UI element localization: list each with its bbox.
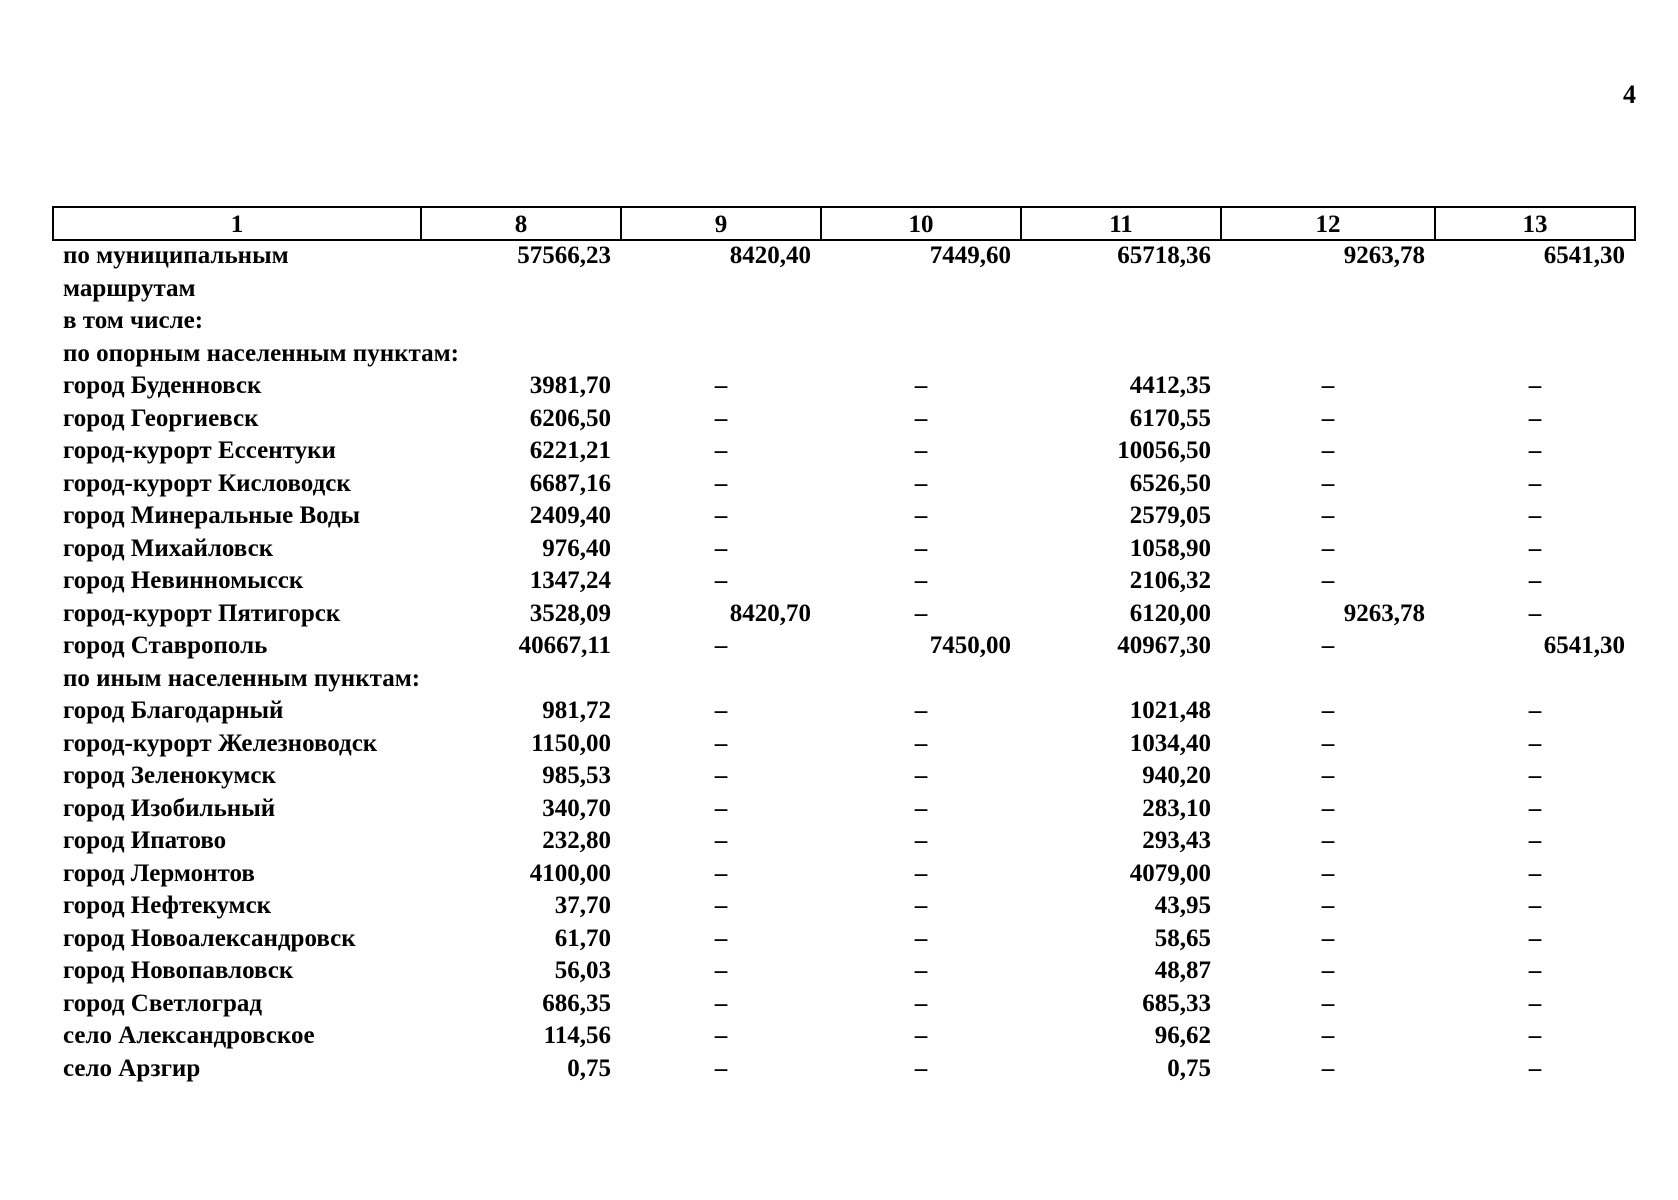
cell-col-13: [1435, 664, 1635, 697]
table-row: [53, 534, 1635, 567]
column-header-10: 10: [821, 207, 1021, 240]
table-row: [53, 566, 1635, 599]
cell-col-10: [821, 664, 1021, 697]
cell-col-10: –: [914, 534, 928, 562]
cell-col-10: [821, 306, 1021, 339]
cell-col-11: 96,62: [1154, 1022, 1211, 1049]
cell-col-11: [1021, 339, 1221, 372]
table-row: [53, 696, 1635, 729]
cell-col-8: 686,35: [542, 989, 611, 1017]
row-label: город Новоалександровск: [63, 924, 356, 952]
row-label: город-курорт Кисловодск: [63, 469, 351, 497]
row-label: город Новопавловск: [63, 957, 294, 984]
cell-col-9: –: [714, 892, 728, 919]
cell-col-10: –: [914, 502, 928, 529]
cell-col-8: 340,70: [542, 794, 611, 822]
cell-col-8: 1150,00: [531, 729, 611, 757]
cell-col-13: –: [1528, 729, 1542, 757]
cell-col-13: [1435, 339, 1635, 372]
cell-col-12: –: [1321, 534, 1335, 562]
cell-col-8: 6687,16: [529, 469, 611, 497]
cell-col-11: 6170,55: [1129, 404, 1211, 432]
cell-col-11: 6526,50: [1129, 469, 1211, 497]
cell-col-11: [1021, 664, 1221, 697]
cell-col-13: 6541,30: [1543, 632, 1625, 659]
column-header-9: 9: [621, 207, 821, 240]
row-label: город Благодарный: [63, 697, 284, 724]
cell-col-10: 7450,00: [929, 632, 1011, 659]
row-label: по опорным населенным пунктам:: [63, 339, 459, 367]
cell-col-12: –: [1321, 632, 1335, 659]
cell-col-9: –: [714, 827, 728, 854]
table-row: [53, 436, 1635, 469]
cell-col-13: –: [1528, 599, 1542, 627]
cell-col-9: –: [714, 1054, 728, 1082]
cell-col-10: –: [914, 599, 928, 627]
column-header-12: 12: [1221, 207, 1435, 240]
cell-col-12: [1221, 306, 1435, 339]
cell-col-9: –: [714, 729, 728, 757]
cell-col-11: 6120,00: [1129, 599, 1211, 627]
row-label: город Ставрополь: [63, 632, 268, 659]
cell-col-13: –: [1528, 859, 1542, 887]
cell-col-11: 4412,35: [1129, 372, 1211, 399]
cell-col-8: 981,72: [542, 697, 611, 724]
cell-col-11: 58,65: [1154, 924, 1211, 952]
cell-col-11: 685,33: [1142, 989, 1211, 1017]
cell-col-13: –: [1528, 534, 1542, 562]
cell-col-11: 4079,00: [1129, 859, 1211, 887]
cell-col-12: –: [1321, 794, 1335, 822]
cell-col-13: –: [1528, 469, 1542, 497]
cell-col-12: –: [1321, 957, 1335, 984]
cell-col-9: 8420,40: [729, 242, 811, 269]
cell-col-10: –: [914, 827, 928, 854]
cell-col-8: 985,53: [542, 762, 611, 789]
row-label: село Александровское: [63, 1022, 315, 1049]
row-label: город Ипатово: [63, 827, 227, 854]
cell-col-12: –: [1321, 502, 1335, 529]
cell-col-9: –: [714, 502, 728, 529]
cell-col-11: 1058,90: [1129, 534, 1211, 562]
row-label: город Изобильный: [63, 794, 276, 822]
cell-col-12: –: [1321, 437, 1335, 464]
cell-col-8: 37,70: [554, 892, 611, 919]
cell-col-9: –: [714, 632, 728, 659]
cell-col-9: –: [714, 1022, 728, 1049]
cell-col-10: –: [914, 794, 928, 822]
cell-col-9: –: [714, 762, 728, 789]
cell-col-9: [621, 339, 821, 372]
table-row: [53, 1021, 1635, 1054]
cell-col-9: –: [714, 989, 728, 1017]
table-row: [53, 501, 1635, 534]
row-label: город-курорт Пятигорск: [63, 599, 341, 627]
cell-col-13: –: [1528, 1022, 1542, 1049]
row-label: город Михайловск: [63, 534, 274, 562]
cell-col-13: [1435, 306, 1635, 339]
table-row: [53, 371, 1635, 404]
cell-col-9: [621, 306, 821, 339]
cell-col-10: –: [914, 892, 928, 919]
cell-col-12: –: [1321, 372, 1335, 399]
cell-col-11: 43,95: [1154, 892, 1211, 919]
table-row: [53, 306, 1635, 339]
table-row: [53, 240, 1635, 274]
cell-col-12: –: [1321, 1054, 1335, 1082]
column-header-11: 11: [1021, 207, 1221, 240]
row-label: город Нефтекумск: [63, 892, 272, 919]
cell-col-8: 56,03: [554, 957, 611, 984]
row-label: город Невинномысск: [63, 567, 304, 594]
table-row: [53, 1054, 1635, 1087]
cell-col-13: 6541,30: [1543, 242, 1625, 269]
cell-col-8: 114,56: [543, 1022, 611, 1049]
column-header-8: 8: [421, 207, 621, 240]
row-label: город Лермонтов: [63, 859, 255, 887]
cell-col-9: –: [714, 534, 728, 562]
cell-col-10: 7449,60: [929, 242, 1011, 269]
cell-col-11: 2579,05: [1129, 502, 1211, 529]
cell-col-9: 8420,70: [729, 599, 811, 627]
table-row: [53, 826, 1635, 859]
cell-col-9: [621, 664, 821, 697]
cell-col-12: –: [1321, 892, 1335, 919]
cell-col-8: [421, 306, 621, 339]
row-label: город Светлоград: [63, 989, 263, 1017]
cell-col-8: 976,40: [542, 534, 611, 562]
cell-col-11: 940,20: [1142, 762, 1211, 789]
cell-col-11: [1021, 274, 1221, 307]
cell-col-13: –: [1528, 697, 1542, 724]
row-label: в том числе:: [63, 307, 204, 334]
cell-col-11: 293,43: [1142, 827, 1211, 854]
table-row: [53, 794, 1635, 827]
cell-col-8: 3981,70: [529, 372, 611, 399]
cell-col-10: –: [914, 1054, 928, 1082]
table-row: [53, 729, 1635, 762]
cell-col-13: [1435, 274, 1635, 307]
cell-col-10: –: [914, 957, 928, 984]
cell-col-9: –: [714, 697, 728, 724]
cell-col-13: –: [1528, 762, 1542, 789]
table-row: [53, 599, 1635, 632]
cell-col-9: [621, 274, 821, 307]
table-row: [53, 404, 1635, 437]
cell-col-8: 40667,11: [518, 632, 611, 659]
cell-col-12: –: [1321, 924, 1335, 952]
cell-col-11: 1021,48: [1129, 697, 1211, 724]
cell-col-8: 0,75: [567, 1054, 611, 1082]
cell-col-13: –: [1528, 957, 1542, 984]
cell-col-10: –: [914, 1022, 928, 1049]
cell-col-9: –: [714, 859, 728, 887]
cell-col-12: –: [1321, 859, 1335, 887]
cell-col-10: –: [914, 924, 928, 952]
table-row: [53, 631, 1635, 664]
cell-col-11: 2106,32: [1129, 567, 1211, 594]
cell-col-13: –: [1528, 1054, 1542, 1082]
table-row: [53, 469, 1635, 502]
cell-col-13: –: [1528, 989, 1542, 1017]
table-row: [53, 664, 1635, 697]
cell-col-8: 4100,00: [529, 859, 611, 887]
cell-col-12: [1221, 339, 1435, 372]
cell-col-10: –: [914, 437, 928, 464]
cell-col-8: 6221,21: [529, 437, 611, 464]
cell-col-10: –: [914, 404, 928, 432]
cell-col-9: –: [714, 924, 728, 952]
table-row: [53, 274, 1635, 307]
cell-col-12: –: [1321, 827, 1335, 854]
cell-col-8: [421, 664, 621, 697]
page-number: 4: [1623, 80, 1636, 109]
data-table: [52, 206, 1636, 1086]
table-row: [53, 339, 1635, 372]
row-label: город Зеленокумск: [63, 762, 276, 789]
cell-col-10: –: [914, 989, 928, 1017]
row-label: город Минеральные Воды: [63, 502, 361, 529]
cell-col-10: –: [914, 762, 928, 789]
cell-col-8: 1347,24: [529, 567, 611, 594]
cell-col-12: 9263,78: [1343, 599, 1425, 627]
cell-col-9: –: [714, 469, 728, 497]
row-label: село Арзгир: [63, 1054, 201, 1082]
cell-col-8: 3528,09: [529, 599, 611, 627]
cell-col-13: –: [1528, 502, 1542, 529]
cell-col-11: 283,10: [1142, 794, 1211, 822]
cell-col-10: –: [914, 697, 928, 724]
table-row: [53, 989, 1635, 1022]
table-row: [53, 956, 1635, 989]
table-row: [53, 859, 1635, 892]
cell-col-11: 0,75: [1167, 1054, 1211, 1082]
cell-col-13: –: [1528, 372, 1542, 399]
cell-col-12: –: [1321, 729, 1335, 757]
table-row: [53, 891, 1635, 924]
table-row: [53, 924, 1635, 957]
row-label: город Буденновск: [63, 372, 262, 399]
cell-col-12: [1221, 274, 1435, 307]
cell-col-12: –: [1321, 404, 1335, 432]
cell-col-11: 1034,40: [1129, 729, 1211, 757]
row-label: маршрутам: [63, 274, 196, 302]
cell-col-13: –: [1528, 794, 1542, 822]
cell-col-8: 61,70: [554, 924, 611, 952]
column-header-1: 1: [53, 207, 421, 240]
row-label: город-курорт Ессентуки: [63, 437, 336, 464]
cell-col-11: 10056,50: [1117, 437, 1211, 464]
cell-col-12: –: [1321, 1022, 1335, 1049]
cell-col-12: –: [1321, 697, 1335, 724]
cell-col-12: –: [1321, 567, 1335, 594]
cell-col-13: –: [1528, 827, 1542, 854]
row-label: по иным населенным пунктам:: [63, 664, 421, 692]
cell-col-10: –: [914, 469, 928, 497]
cell-col-12: 9263,78: [1343, 242, 1425, 269]
cell-col-9: –: [714, 372, 728, 399]
cell-col-10: [821, 339, 1021, 372]
cell-col-10: [821, 274, 1021, 307]
cell-col-9: –: [714, 567, 728, 594]
cell-col-13: –: [1528, 892, 1542, 919]
cell-col-8: 2409,40: [529, 502, 611, 529]
cell-col-13: –: [1528, 567, 1542, 594]
cell-col-13: –: [1528, 404, 1542, 432]
cell-col-10: –: [914, 372, 928, 399]
row-label: город-курорт Железноводск: [63, 729, 378, 757]
cell-col-12: –: [1321, 469, 1335, 497]
cell-col-9: –: [714, 404, 728, 432]
cell-col-10: –: [914, 567, 928, 594]
cell-col-11: 65718,36: [1117, 242, 1211, 269]
cell-col-8: [421, 274, 621, 307]
column-header-13: 13: [1435, 207, 1635, 240]
cell-col-8: 232,80: [542, 827, 611, 854]
header-row: [53, 207, 1635, 240]
cell-col-13: –: [1528, 924, 1542, 952]
cell-col-12: [1221, 664, 1435, 697]
cell-col-9: –: [714, 794, 728, 822]
cell-col-8: 57566,23: [517, 242, 611, 269]
row-label: город Георгиевск: [63, 404, 259, 432]
cell-col-11: 40967,30: [1117, 632, 1211, 659]
cell-col-13: –: [1528, 437, 1542, 464]
data-table-container: [52, 206, 1634, 1086]
cell-col-9: –: [714, 957, 728, 984]
cell-col-12: –: [1321, 762, 1335, 789]
cell-col-10: –: [914, 859, 928, 887]
cell-col-9: –: [714, 437, 728, 464]
cell-col-11: [1021, 306, 1221, 339]
table-body: [53, 240, 1635, 1086]
table-header: [53, 207, 1635, 240]
cell-col-10: –: [914, 729, 928, 757]
cell-col-12: –: [1321, 989, 1335, 1017]
cell-col-8: 6206,50: [529, 404, 611, 432]
cell-col-11: 48,87: [1154, 957, 1211, 984]
table-row: [53, 761, 1635, 794]
row-label: по муниципальным: [63, 242, 289, 269]
